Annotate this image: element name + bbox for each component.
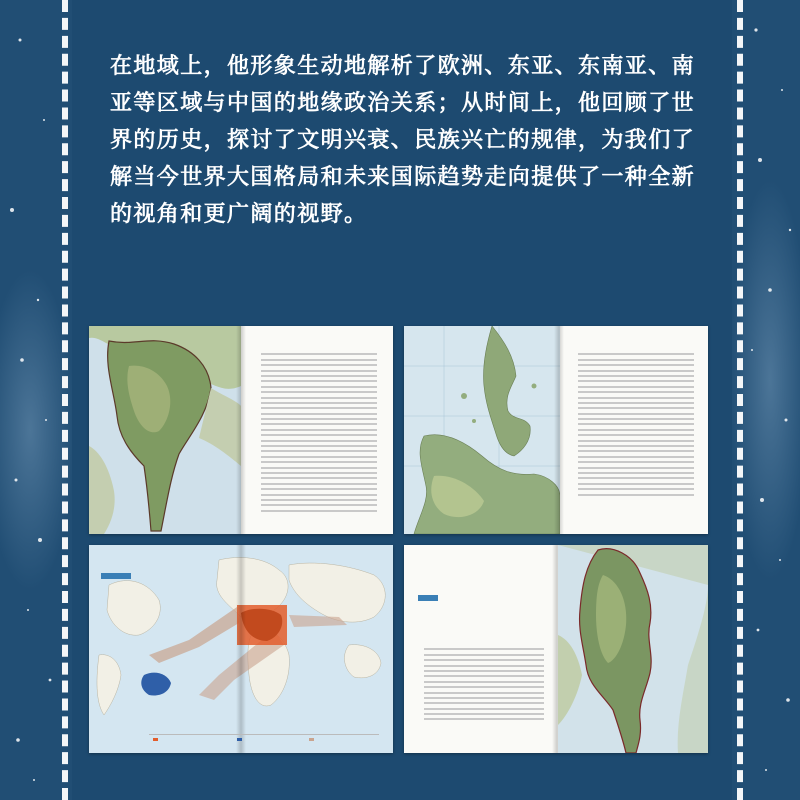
spread-gutter: [236, 326, 246, 534]
myanmar-map-illustration: [558, 545, 708, 753]
intro-paragraph: 在地域上，他形象生动地解析了欧洲、东亚、东南亚、南亚等区域与中国的地缘政治关系；从时间上，他回顾了世界的历史，探讨了文明兴衰、民族兴亡的规律，为我们了解当今世界大国格局和未来国际趋势走向提供了一种全新的视角和更广阔的视野。: [110, 54, 696, 227]
myanmar-map-spread: [404, 545, 708, 753]
thailand-map-spread: [89, 326, 393, 534]
myanmar-page-text: [424, 645, 544, 735]
spread-gutter: [554, 326, 564, 534]
islands-map-illustration: [404, 326, 560, 534]
left-stitch-border: [62, 0, 68, 800]
world-map-spread: [89, 545, 393, 753]
thailand-page-text: [261, 350, 377, 520]
map-legend: [149, 734, 379, 743]
chapter-label: [418, 595, 438, 601]
islands-page-text: [578, 350, 694, 510]
legend-swatch-orange: [153, 738, 158, 741]
southeast-asia-islands-spread: [404, 326, 708, 534]
thailand-map-illustration: [89, 326, 241, 534]
spread-gutter: [236, 545, 246, 753]
legend-swatch-blue: [237, 738, 242, 741]
legend-swatch-brown: [309, 738, 314, 741]
right-stitch-border: [737, 0, 743, 800]
map-label-tag: [101, 573, 131, 579]
